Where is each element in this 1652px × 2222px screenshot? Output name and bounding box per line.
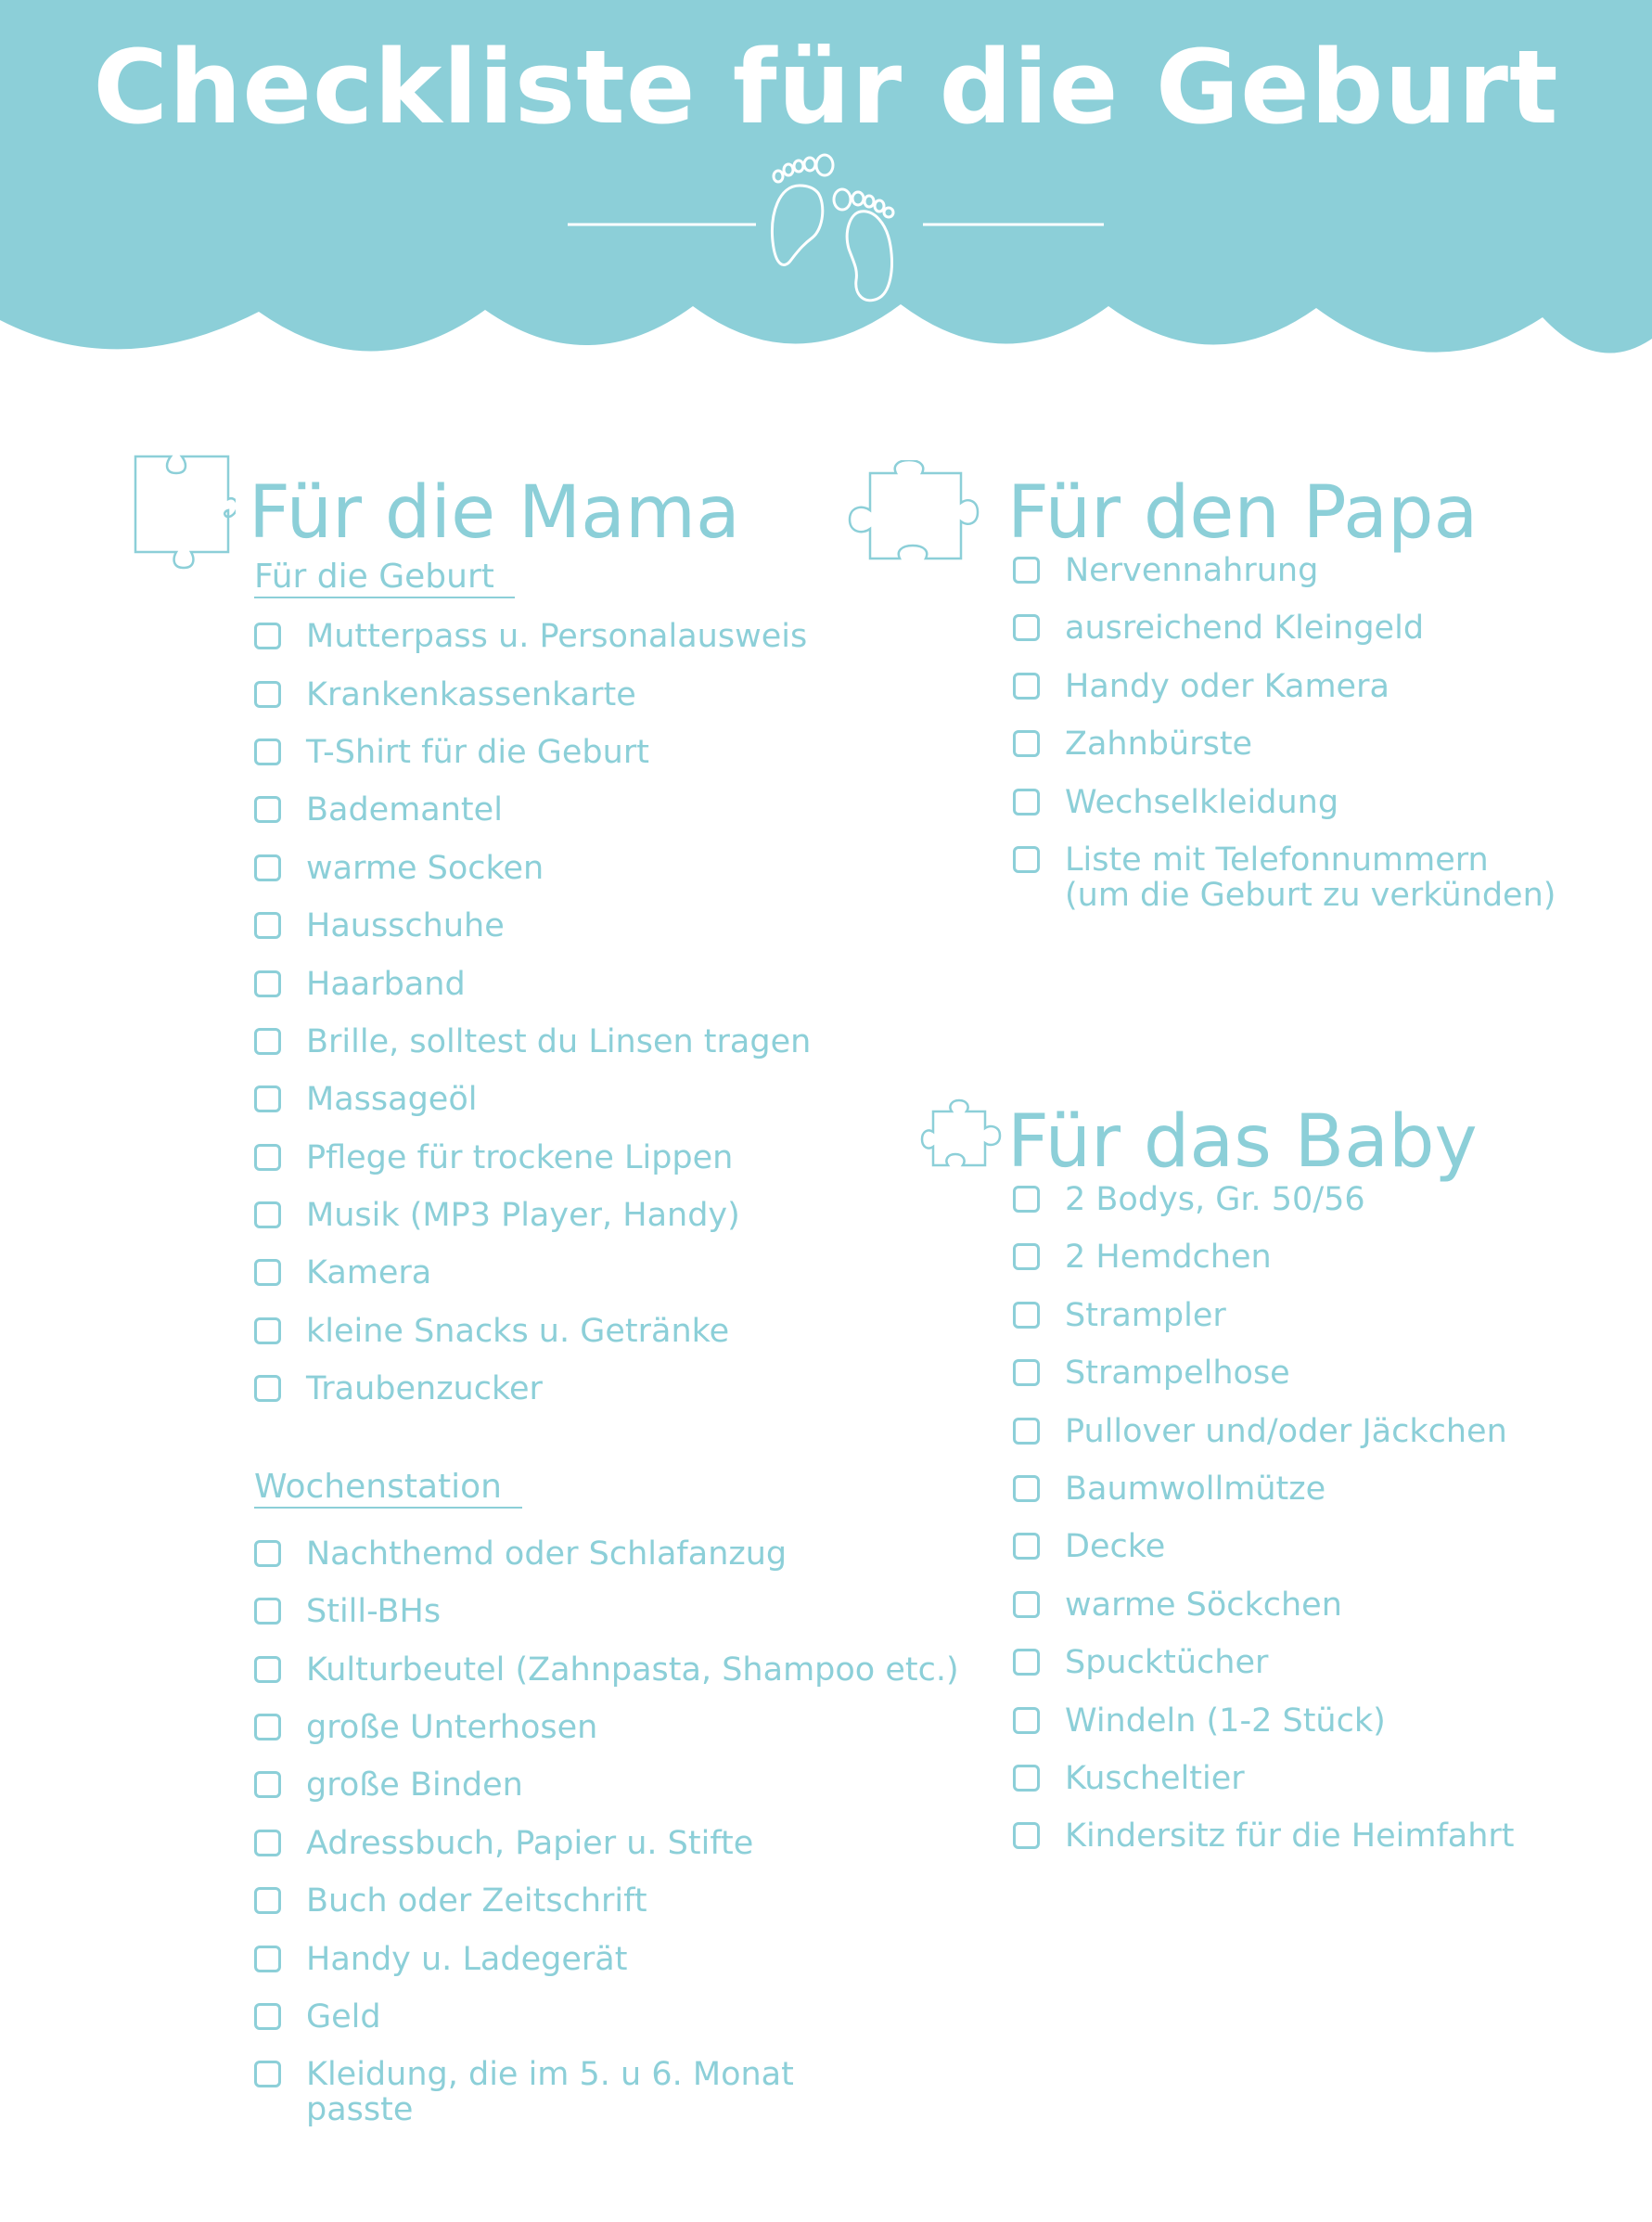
checkbox[interactable]	[254, 912, 281, 939]
checklist-item[interactable]: Handy u. Ladegerät	[254, 1942, 931, 1999]
checklist-item[interactable]: Haarband	[254, 967, 931, 1024]
wochenstation-checklist	[254, 1535, 959, 2141]
page-title: Checkliste für die Geburt	[93, 28, 1559, 147]
checklist-item[interactable]: Handy oder Kamera	[1013, 669, 1638, 726]
subsection-title-geburt: Für die Geburt	[254, 557, 515, 598]
checkbox[interactable]	[1013, 1649, 1040, 1676]
checkbox[interactable]	[254, 796, 281, 823]
checkbox[interactable]	[254, 1771, 281, 1798]
checklist-item[interactable]: Mutterpass u. Personalausweis	[254, 619, 931, 676]
checklist-item[interactable]: Massageöl	[254, 1082, 931, 1139]
checkbox[interactable]	[254, 1375, 281, 1402]
checkbox[interactable]	[1013, 1186, 1040, 1213]
checkbox[interactable]	[254, 1085, 281, 1112]
puzzle-piece-icon	[920, 1093, 1004, 1176]
checklist-item[interactable]: Adressbuch, Papier u. Stifte	[254, 1826, 931, 1883]
checklist-item[interactable]: Pullover und/oder Jäckchen	[1013, 1414, 1642, 1471]
baby-checklist	[1013, 1182, 1642, 1877]
checklist-item[interactable]: Still-BHs	[254, 1594, 931, 1651]
checklist-item[interactable]: Decke	[1013, 1529, 1642, 1586]
baby-section	[918, 1084, 1642, 1877]
checklist-item[interactable]: Spucktücher	[1013, 1645, 1642, 1702]
geburt-checklist	[254, 619, 931, 1429]
checkbox[interactable]	[1013, 1302, 1040, 1329]
checklist-item[interactable]: Bademantel	[254, 792, 931, 850]
checkbox[interactable]	[1013, 846, 1040, 873]
checkbox[interactable]	[254, 1656, 281, 1683]
puzzle-piece-icon	[840, 460, 993, 562]
checkbox[interactable]	[254, 1028, 281, 1055]
checklist-item[interactable]: Buch oder Zeitschrift	[254, 1883, 931, 1941]
checklist-item[interactable]: Kuscheltier	[1013, 1761, 1642, 1818]
papa-checklist	[1013, 553, 1638, 926]
checklist-item[interactable]: warme Söckchen	[1013, 1587, 1642, 1645]
checklist-item[interactable]: Nervennahrung	[1013, 553, 1638, 610]
checkbox[interactable]	[254, 1201, 281, 1228]
mama-wochenstation-group	[254, 1467, 959, 2141]
checklist-item[interactable]: Zahnbürste	[1013, 726, 1638, 784]
checklist-item[interactable]: Strampelhose	[1013, 1355, 1642, 1413]
checkbox[interactable]	[1013, 1475, 1040, 1502]
checklist-item[interactable]: Kamera	[254, 1255, 931, 1313]
checklist-item[interactable]: Kindersitz für die Heimfahrt	[1013, 1818, 1642, 1876]
checklist-item[interactable]: große Binden	[254, 1767, 931, 1825]
checklist-item[interactable]: Nachthemd oder Schlafanzug	[254, 1536, 931, 1594]
checkbox[interactable]	[254, 1540, 281, 1567]
subsection-title-wochenstation: Wochenstation	[254, 1467, 522, 1509]
checkbox[interactable]	[1013, 1359, 1040, 1386]
checklist-item[interactable]: Wechselkleidung	[1013, 785, 1638, 842]
checkbox[interactable]	[254, 2003, 281, 2030]
section-title-papa: Für den Papa	[1007, 471, 1479, 555]
checklist-item[interactable]: ausreichend Kleingeld	[1013, 610, 1638, 668]
checkbox[interactable]	[254, 1830, 281, 1856]
checkbox[interactable]	[1013, 1707, 1040, 1734]
checkbox[interactable]	[1013, 1243, 1040, 1270]
checklist-item[interactable]: Kleidung, die im 5. u 6. Monat passte	[254, 2057, 931, 2140]
checkbox[interactable]	[1013, 1765, 1040, 1792]
checklist-item[interactable]: Geld	[254, 1999, 931, 2057]
checkbox[interactable]	[254, 623, 281, 649]
checklist-item[interactable]: 2 Hemdchen	[1013, 1239, 1642, 1297]
papa-section	[840, 455, 1638, 926]
checkbox[interactable]	[254, 739, 281, 765]
checklist-item[interactable]: Krankenkassenkarte	[254, 677, 931, 735]
checklist-item[interactable]: Strampler	[1013, 1298, 1642, 1355]
checkbox[interactable]	[254, 681, 281, 708]
checklist-item[interactable]: Hausschuhe	[254, 908, 931, 966]
checkbox[interactable]	[254, 1946, 281, 1972]
checklist-item[interactable]: Musik (MP3 Player, Handy)	[254, 1198, 931, 1255]
checklist-item[interactable]: Pflege für trockene Lippen	[254, 1140, 931, 1198]
puzzle-piece-icon	[134, 455, 236, 580]
checkbox[interactable]	[254, 1144, 281, 1171]
checkbox[interactable]	[254, 854, 281, 881]
checkbox[interactable]	[254, 1317, 281, 1344]
checkbox[interactable]	[1013, 1822, 1040, 1849]
checkbox[interactable]	[254, 1598, 281, 1625]
checkbox[interactable]	[1013, 557, 1040, 584]
checkbox[interactable]	[1013, 1418, 1040, 1445]
checkbox[interactable]	[254, 970, 281, 997]
checkbox[interactable]	[254, 2061, 281, 2087]
checklist-item[interactable]: 2 Bodys, Gr. 50/56	[1013, 1182, 1642, 1239]
checklist-item[interactable]: kleine Snacks u. Getränke	[254, 1314, 931, 1371]
checkbox[interactable]	[1013, 614, 1040, 641]
checkbox[interactable]	[1013, 789, 1040, 816]
checkbox[interactable]	[1013, 1591, 1040, 1618]
checklist-item[interactable]: Liste mit Telefonnummern (um die Geburt zu verkünden)	[1013, 842, 1638, 926]
checkbox[interactable]	[1013, 730, 1040, 757]
mama-section	[134, 455, 959, 2140]
checklist-item[interactable]: große Unterhosen	[254, 1710, 931, 1767]
checklist-item[interactable]: warme Socken	[254, 851, 931, 908]
checklist-item[interactable]: Windeln (1-2 Stück)	[1013, 1703, 1642, 1761]
checklist-item[interactable]: Brille, solltest du Linsen tragen	[254, 1024, 931, 1082]
header-banner	[0, 0, 1652, 371]
checklist-item[interactable]: Traubenzucker	[254, 1371, 931, 1429]
checkbox[interactable]	[254, 1259, 281, 1286]
checklist-item[interactable]: T-Shirt für die Geburt	[254, 735, 931, 792]
baby-feet-icon	[547, 148, 1104, 306]
checkbox[interactable]	[1013, 673, 1040, 700]
mama-geburt-group	[254, 559, 931, 1430]
checklist-item[interactable]: Baumwollmütze	[1013, 1471, 1642, 1529]
section-title-mama: Für die Mama	[249, 471, 740, 555]
checkbox[interactable]	[1013, 1533, 1040, 1560]
section-title-baby: Für das Baby	[1007, 1100, 1478, 1184]
checkbox[interactable]	[254, 1887, 281, 1914]
checklist-item[interactable]: Kulturbeutel (Zahnpasta, Shampoo etc.)	[254, 1652, 931, 1710]
checkbox[interactable]	[254, 1714, 281, 1740]
